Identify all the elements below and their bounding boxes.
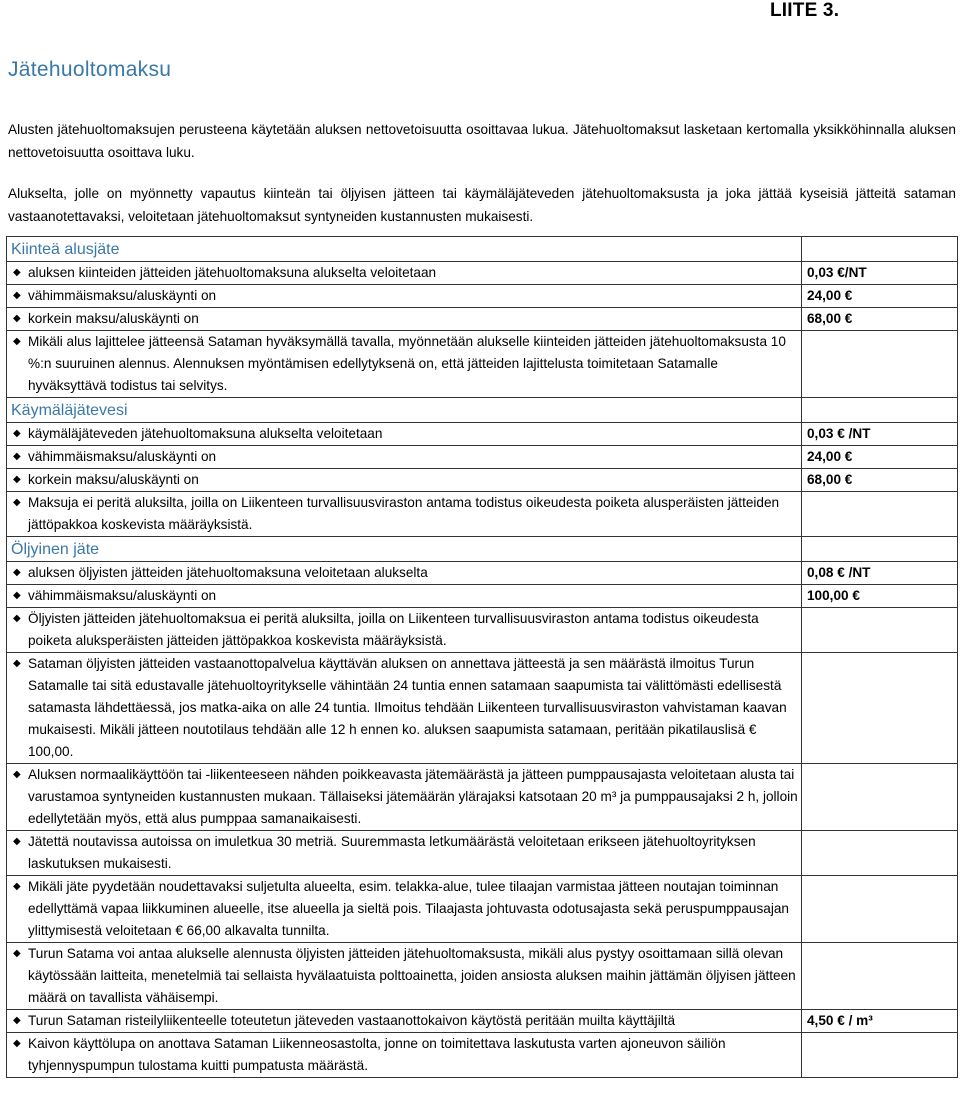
fee-description: Mikäli alus lajittelee jätteensä Sataman hyväksymällä tavalla, myönnetään alukselle kiinteiden jätteiden jätehuoltomaksusta 10 %:n suuruinen alennus. Alennuksen myöntämisen edellytyksenä on, että jätteiden lajittelusta toimitetaan Satamalle hyväksyttävä todistus tai selvitys.: [28, 334, 786, 393]
fee-description: vähimmäismaksu/aluskäynti on: [28, 588, 217, 603]
section-header-row: [7, 237, 958, 262]
fee-row: [7, 446, 958, 469]
fee-amount: [802, 653, 958, 764]
fee-amount: [802, 331, 958, 398]
fee-description-cell: [7, 943, 802, 1010]
fee-row: [7, 653, 958, 764]
fee-amount: 100,00 €: [802, 585, 958, 608]
diamond-bullet-icon: ◆: [13, 1015, 21, 1026]
fee-amount: [802, 492, 958, 537]
section-title: Kiinteä alusjäte: [7, 237, 802, 262]
section-header-row: [7, 398, 958, 423]
fee-description: vähimmäismaksu/aluskäynti on: [28, 449, 217, 464]
fee-row: [7, 562, 958, 585]
fee-amount: 24,00 €: [802, 446, 958, 469]
section-title: Öljyinen jäte: [7, 537, 802, 562]
diamond-bullet-icon: ◆: [13, 613, 21, 624]
fee-description: Jätettä noutavissa autoissa on imuletkua 30 metriä. Suuremmasta letkumäärästä veloitetaan erikseen jätehuoltoyrityksen laskutuksen mukaisesti.: [28, 834, 756, 871]
fee-row: [7, 285, 958, 308]
fee-description: Öljyisten jätteiden jätehuoltomaksua ei peritä aluksilta, joilla on Liikenteen turvallisuusviraston antama todistus oikeudesta poiketa aluksperäisten jätteiden jättöpakkoa koskevista määräyksistä.: [28, 611, 759, 648]
fee-description: vähimmäismaksu/aluskäynti on: [28, 288, 217, 303]
intro-paragraph: Alukselta, jolle on myönnetty vapautus kiinteän tai öljyisen jätteen tai käymäläjäteveden jätehuoltomaksusta ja joka jättää kyseisiä jätteitä sataman vastaanotettavaksi, veloitetaan jätehuoltomaksut syntyneiden kustannusten mukaisesti.: [8, 186, 956, 224]
section-header-row: [7, 537, 958, 562]
fee-description-cell: [7, 608, 802, 653]
diamond-bullet-icon: ◆: [13, 451, 21, 462]
fee-row: [7, 876, 958, 943]
fee-table: [6, 236, 958, 1078]
fee-amount: [802, 831, 958, 876]
fee-amount: [802, 876, 958, 943]
fee-amount: 0,03 € /NT: [802, 423, 958, 446]
diamond-bullet-icon: ◆: [13, 567, 21, 578]
fee-description: korkein maksu/aluskäynti on: [28, 472, 199, 487]
fee-description: Turun Sataman risteilyliikenteelle toteutetun jäteveden vastaanottokaivon käytöstä peritään muilta käyttäjiltä: [28, 1013, 676, 1028]
fee-description-cell: [7, 1010, 802, 1033]
fee-amount: [802, 1033, 958, 1078]
fee-description-cell: [7, 562, 802, 585]
fee-description: aluksen öljyisten jätteiden jätehuoltomaksuna veloitetaan alukselta: [28, 565, 428, 580]
fee-row: [7, 308, 958, 331]
fee-description-cell: [7, 423, 802, 446]
appendix-label: LIITE 3.: [770, 0, 840, 21]
fee-row: [7, 608, 958, 653]
fee-description-cell: [7, 285, 802, 308]
fee-description: Maksuja ei peritä aluksilta, joilla on Liikenteen turvallisuusviraston antama todistus oikeudesta poiketa alusperäisten jätteiden jättöpakkoa koskevista määräyksistä.: [28, 495, 780, 532]
fee-amount: 68,00 €: [802, 469, 958, 492]
fee-description-cell: [7, 876, 802, 943]
fee-description-cell: [7, 831, 802, 876]
fee-description-cell: [7, 308, 802, 331]
diamond-bullet-icon: ◆: [13, 313, 21, 324]
section-amount-cell: [802, 537, 958, 562]
fee-description: Kaivon käyttölupa on anottava Sataman Liikenneosastolta, jonne on toimitettava laskutusta varten ajoneuvon säiliön tyhjennyspumpun tulostama kuitti pumpatusta määrästä.: [28, 1036, 726, 1073]
section-title: Käymäläjätevesi: [7, 398, 802, 423]
fee-description-cell: [7, 653, 802, 764]
fee-description-cell: [7, 764, 802, 831]
document-title: Jätehuoltomaksu: [8, 58, 172, 81]
fee-description-cell: [7, 262, 802, 285]
diamond-bullet-icon: ◆: [13, 658, 21, 669]
fee-row: [7, 764, 958, 831]
fee-description: Mikäli jäte pyydetään noudettavaksi suljetulta alueelta, esim. telakka-alue, tulee tilaajan varmistaa jätteen noutajan toiminnan edellyttämä vapaa liikkuminen alueelle, itse alueella ja sieltä pois. Tilaajasta johtuvasta odotusajasta sekä peruspumppausajan ylittymisestä veloitetaan € 66,00 alkavalta tunnilta.: [28, 879, 789, 938]
fee-amount: 4,50 € / m³: [802, 1010, 958, 1033]
diamond-bullet-icon: ◆: [13, 497, 21, 508]
diamond-bullet-icon: ◆: [13, 336, 21, 347]
fee-description-cell: [7, 585, 802, 608]
diamond-bullet-icon: ◆: [13, 267, 21, 278]
section-amount-cell: [802, 237, 958, 262]
diamond-bullet-icon: ◆: [13, 769, 21, 780]
diamond-bullet-icon: ◆: [13, 1038, 21, 1049]
fee-amount: [802, 943, 958, 1010]
fee-amount: [802, 764, 958, 831]
fee-description: Sataman öljyisten jätteiden vastaanottopalvelua käyttävän aluksen on annettava jätteestä ja sen määrästä ilmoitus Turun Satamalle tai sitä edustavalle jätehuoltoyritykselle vähintään 24 tuntia ennen satamaan saapumista tai välittömästi edellisestä satamasta lähdettäessä, jos matka-aika on alle 24 tuntia. Ilmoitus tehdään Liikenteen turvallisuusviraston vahvistaman kaavan mukaisesti. Mikäli jätteen noutotilaus tehdään alle 12 h ennen ko. aluksen saapumista satamaan, peritään pikatilauslisä € 100,00.: [28, 656, 787, 759]
fee-amount: 68,00 €: [802, 308, 958, 331]
fee-description: korkein maksu/aluskäynti on: [28, 311, 199, 326]
fee-row: [7, 831, 958, 876]
fee-amount: 24,00 €: [802, 285, 958, 308]
fee-description: Aluksen normaalikäyttöön tai -liikenteeseen nähden poikkeavasta jätemäärästä ja jätteen pumppausajasta veloitetaan alusta tai varustamoa syntyneiden kustannusten mukaan. Tällaiseksi jätemäärän ylärajaksi katsotaan 20 m³ ja pumppausajaksi 2 h, jolloin edellytetään myös, että alus pumppaa samanaikaisesti.: [28, 767, 798, 826]
diamond-bullet-icon: ◆: [13, 290, 21, 301]
fee-description: käymäläjäteveden jätehuoltomaksuna alukselta veloitetaan: [28, 426, 383, 441]
diamond-bullet-icon: ◆: [13, 474, 21, 485]
fee-row: [7, 585, 958, 608]
fee-amount: 0,03 €/NT: [802, 262, 958, 285]
diamond-bullet-icon: ◆: [13, 881, 21, 892]
section-amount-cell: [802, 398, 958, 423]
fee-row: [7, 1033, 958, 1078]
diamond-bullet-icon: ◆: [13, 590, 21, 601]
fee-description: aluksen kiinteiden jätteiden jätehuoltomaksuna alukselta veloitetaan: [28, 265, 437, 280]
fee-row: [7, 943, 958, 1010]
fee-row: [7, 469, 958, 492]
diamond-bullet-icon: ◆: [13, 428, 21, 439]
fee-description-cell: [7, 331, 802, 398]
fee-row: [7, 331, 958, 398]
fee-amount: [802, 608, 958, 653]
diamond-bullet-icon: ◆: [13, 948, 21, 959]
fee-amount: 0,08 € /NT: [802, 562, 958, 585]
fee-description-cell: [7, 469, 802, 492]
fee-description-cell: [7, 1033, 802, 1078]
fee-row: [7, 1010, 958, 1033]
fee-row: [7, 423, 958, 446]
fee-description-cell: [7, 446, 802, 469]
fee-row: [7, 492, 958, 537]
fee-description: Turun Satama voi antaa alukselle alennusta öljyisten jätteiden jätehuoltomaksusta, mikäli alus pystyy osoittamaan sillä olevan käytössään laitteita, menetelmiä tai sellaista hyvälaatuista polttoainetta, joiden ansiosta aluksen maihin jättämän öljyisen jätteen määrä on tavallista vähäisempi.: [28, 946, 796, 1005]
fee-row: [7, 262, 958, 285]
diamond-bullet-icon: ◆: [13, 836, 21, 847]
intro-paragraph: Alusten jätehuoltomaksujen perusteena käytetään aluksen nettovetoisuutta osoittavaa lukua. Jätehuoltomaksut lasketaan kertomalla yksikköhinnalla aluksen nettovetoisuutta osoittava luku.: [8, 122, 956, 160]
fee-description-cell: [7, 492, 802, 537]
